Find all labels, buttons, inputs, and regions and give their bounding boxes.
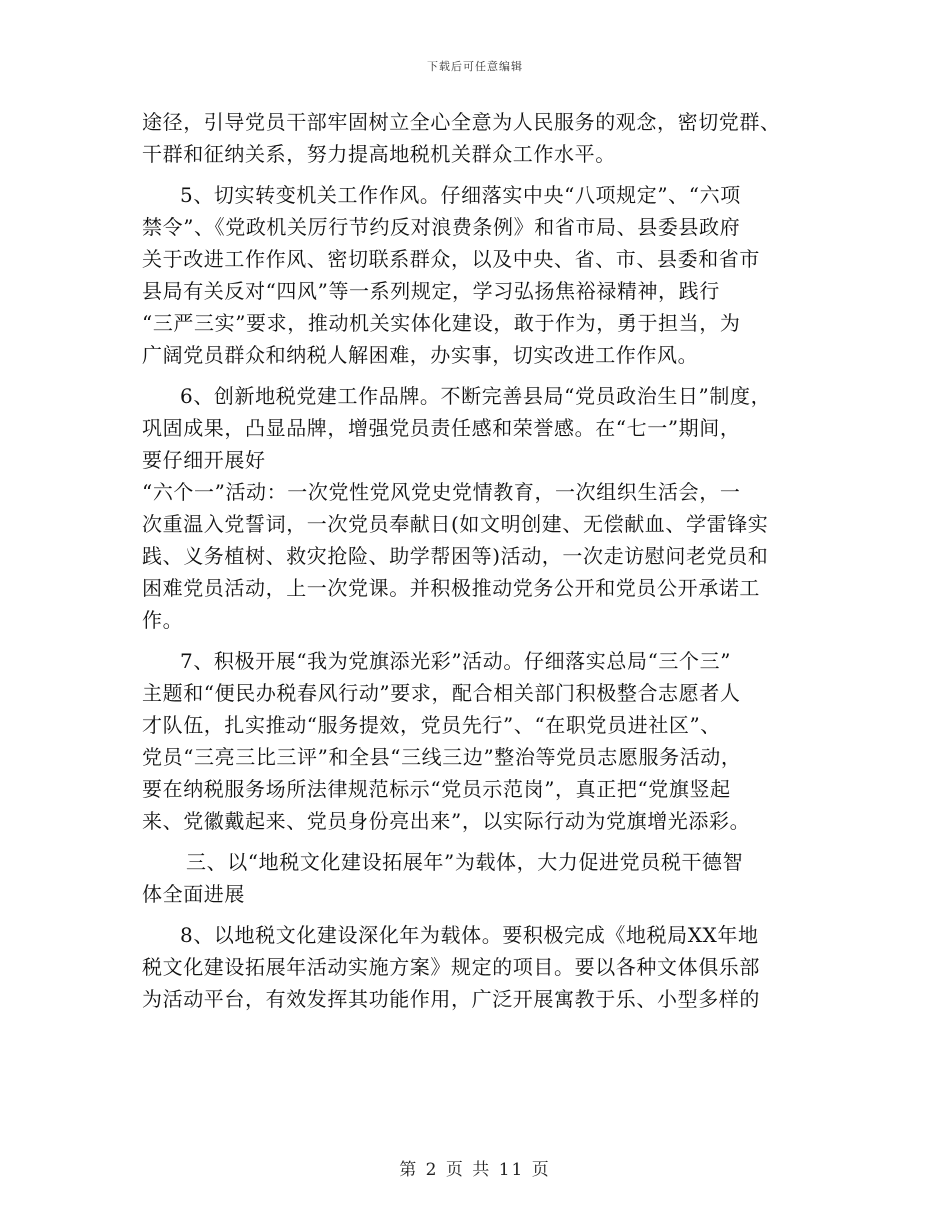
document-body <box>142 106 832 1015</box>
text-line: 干群和征纳关系，努力提高地税机关群众工作水平。 <box>142 142 616 166</box>
text-line: 困难党员活动，上一次党课。并积极推动党务公开和党员公开承诺工 <box>142 576 760 600</box>
text-line: 要仔细开展好 <box>142 448 266 472</box>
text-line: “三严三实”要求，推动机关实体化建设，敢于作为，勇于担当，为 <box>142 311 741 335</box>
section-heading-three <box>142 846 832 910</box>
text-line: 8、以地税文化建设深化年为载体。要积极完成《地税局XX年地 <box>180 923 759 947</box>
text-line: 践、义务植树、救灾抢险、助学帮困等)活动，一次走访慰问老党员和 <box>142 544 769 568</box>
paragraph-item-6 <box>142 380 832 476</box>
paragraph-item-8 <box>142 919 832 1015</box>
text-line: 为活动平台，有效发挥其功能作用，广泛开展寓教于乐、小型多样的 <box>142 987 760 1011</box>
text-line: 县局有关反对“四风”等一系列规定，学习弘扬焦裕禄精神，践行 <box>142 279 720 303</box>
text-line: 禁令”、《党政机关厉行节约反对浪费条例》和省市局、县委县政府 <box>142 215 741 239</box>
text-line: 税文化建设拓展年活动实施方案》规定的项目。要以各种文体俱乐部 <box>142 955 760 979</box>
text-line: 主题和“便民办税春风行动”要求，配合相关部门积极整合志愿者人 <box>142 681 741 705</box>
text-line: 三、以“地税文化建设拓展年”为载体，大力促进党员税干德智 <box>186 850 744 874</box>
text-line: 次重温入党誓词，一次党员奉献日(如文明创建、无偿献血、学雷锋实 <box>142 512 769 536</box>
paragraph-continuation <box>142 106 832 170</box>
text-line: 关于改进工作作风、密切联系群众，以及中央、省、市、县委和省市 <box>142 247 760 271</box>
paragraph-item-7 <box>142 645 832 837</box>
text-line: 途径，引导党员干部牢固树立全心全意为人民服务的观念，密切党群、 <box>142 110 781 134</box>
text-line: 党员“三亮三比三评”和全县“三线三边”整治等党员志愿服务活动， <box>142 745 742 769</box>
text-line: 5、切实转变机关工作作风。仔细落实中央“八项规定”、“六项 <box>180 183 741 207</box>
text-line: 体全面进展 <box>142 882 245 906</box>
page-header: 下载后可任意编辑 <box>427 60 523 73</box>
text-line: 来、党徽戴起来、党员身份亮出来”，以实际行动为党旗增光添彩。 <box>142 809 751 833</box>
paragraph-six-ones <box>142 476 832 636</box>
text-line: “六个一”活动：一次党性党风党史党情教育，一次组织生活会，一 <box>142 480 741 504</box>
text-line: 巩固成果，凸显品牌，增强党员责任感和荣誉感。在“七一”期间， <box>142 416 741 440</box>
text-line: 7、积极开展“我为党旗添光彩”活动。仔细落实总局“三个三” <box>180 649 732 673</box>
paragraph-item-5 <box>142 179 832 371</box>
page-number-footer: 第 2 页 共 11 页 <box>399 1160 551 1180</box>
text-line: 广阔党员群众和纳税人解困难，办实事，切实改进工作作风。 <box>142 343 699 367</box>
text-line: 才队伍，扎实推动“服务提效，党员先行”、“在职党员进社区”、 <box>142 713 721 737</box>
text-line: 要在纳税服务场所法律规范标示“党员示范岗”，真正把“党旗竖起 <box>142 777 731 801</box>
text-line: 作。 <box>142 608 184 632</box>
text-line: 6、创新地税党建工作品牌。不断完善县局“党员政治生日”制度， <box>180 384 772 408</box>
